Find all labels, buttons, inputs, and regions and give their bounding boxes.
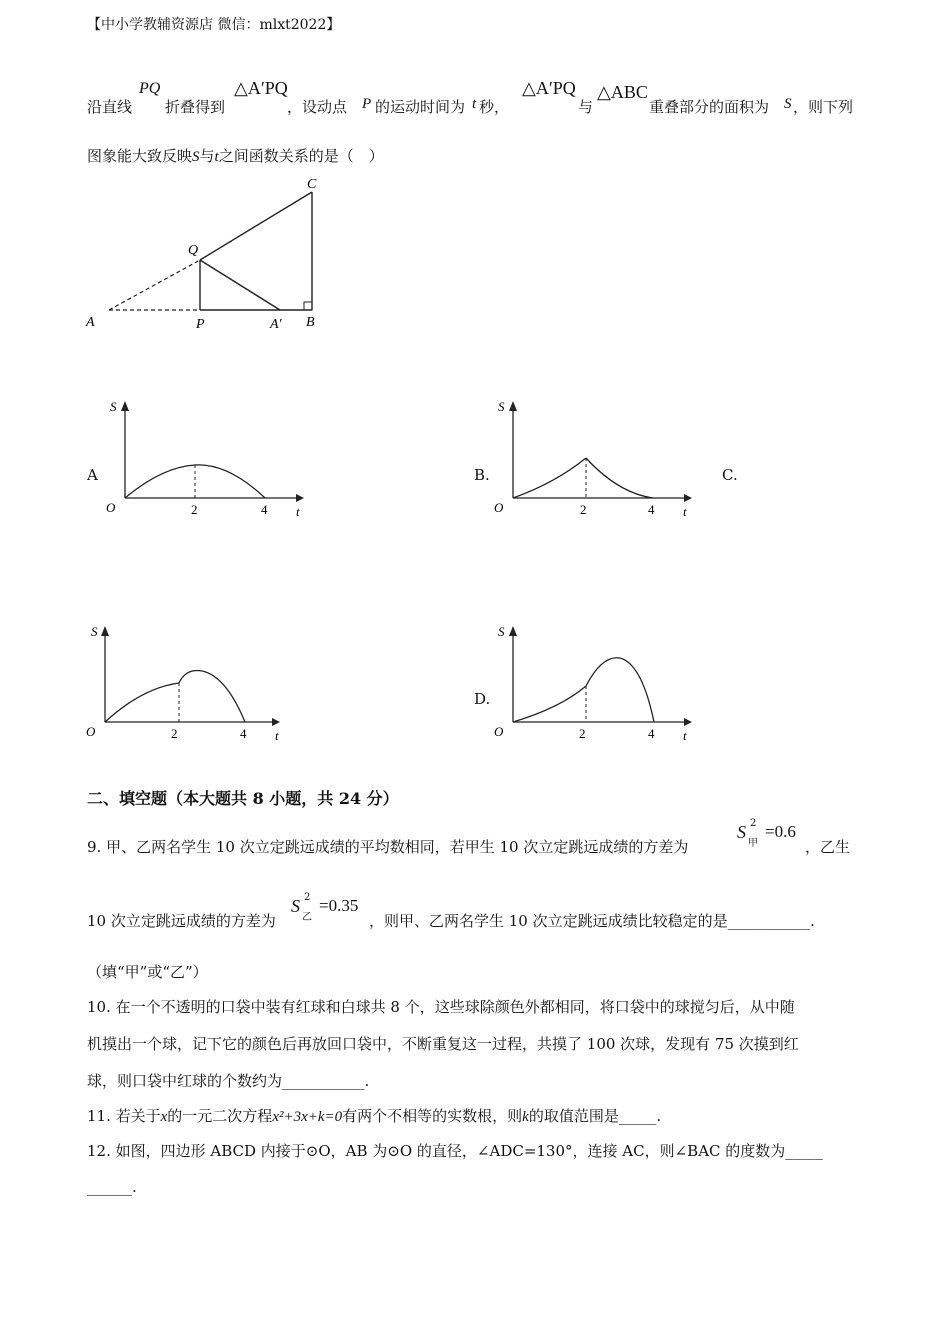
q8-text: 沿直线 — [87, 98, 133, 116]
q8-pq: PQ — [139, 80, 161, 97]
graph-b-s-label: S — [498, 399, 505, 414]
q8-var: P — [362, 96, 372, 112]
q8-text: 之间函数关系的是（ ） — [218, 147, 384, 165]
graph-b-origin-label: O — [494, 500, 504, 515]
graph-a-tick-2: 2 — [191, 502, 198, 517]
q8-text: 秒， — [479, 98, 510, 116]
q8-text: 重叠部分的面积为 — [649, 98, 770, 116]
q8-triangle: △ABC — [597, 82, 648, 102]
q12-line1: 12. 如图，四边形 ABCD 内接于⊙O，AB 为⊙O 的直径，∠ADC=130°，连接 AC，则∠BAC 的度数为_____ — [87, 1142, 823, 1160]
option-c-label: C. — [722, 466, 738, 484]
q8-var: S — [784, 96, 792, 112]
q11-text: 11. 若关于 — [87, 1107, 161, 1125]
q9-text: ，则甲、乙两名学生 10 次立定跳远成绩比较稳定的是___________. — [369, 912, 815, 930]
variance-jia-sup: 2 — [750, 818, 757, 829]
point-p-label: P — [196, 317, 205, 332]
q9-text: ，乙生 — [805, 838, 851, 856]
graph-option-a — [100, 395, 310, 525]
option-b-label: B. — [474, 466, 490, 484]
graph-c-tick-2: 2 — [171, 726, 178, 741]
page-header: 【中小学教辅资源店 微信：mlxt2022】 — [87, 17, 341, 33]
variance-jia: S 2 甲 =0.6 — [737, 818, 796, 849]
q8-triangle: △A′PQ — [522, 78, 576, 98]
triangle-figure — [80, 170, 340, 340]
variance-yi-value: =0.35 — [319, 896, 359, 915]
graph-d-t-label: t — [683, 728, 687, 743]
q9-text: 9. 甲、乙两名学生 10 次立定跳远成绩的平均数相同，若甲生 10 次立定跳远成绩的方差为 — [87, 838, 689, 856]
section-title: 二、填空题（本大题共 8 小题，共 24 分） — [87, 789, 399, 808]
q8-text: ，则下列 — [793, 98, 854, 116]
graph-b-tick-2: 2 — [580, 502, 587, 517]
q8-text: 图象能大致反映 — [87, 147, 193, 165]
graph-a-tick-4: 4 — [261, 502, 268, 517]
graph-c-tick-4: 4 — [240, 726, 247, 741]
q8-text: 与 — [578, 98, 594, 116]
graph-option-b — [490, 395, 700, 525]
q11-equation: x²+3x+k=0 — [272, 1109, 343, 1125]
graph-d-tick-2: 2 — [579, 726, 586, 741]
graph-d-s-label: S — [498, 624, 505, 639]
q8-text: 与 — [199, 147, 215, 165]
graph-b-tick-4: 4 — [648, 502, 655, 517]
graph-d-origin-label: O — [494, 724, 504, 739]
q11-var: k — [522, 1109, 529, 1125]
graph-a-origin-label: O — [106, 500, 116, 515]
graph-a-t-label: t — [296, 504, 300, 519]
q10-line3: 球，则口袋中红球的个数约为___________. — [87, 1072, 370, 1090]
q9-text: 10 次立定跳远成绩的方差为 — [87, 912, 276, 930]
point-a-prime-label: A′ — [270, 317, 282, 332]
point-b-label: B — [306, 315, 315, 330]
graph-option-c — [82, 620, 292, 750]
q8-triangle: △A′PQ — [234, 78, 288, 98]
q8-line2 — [87, 145, 384, 166]
variance-jia-value: =0.6 — [765, 822, 796, 841]
graph-c-t-label: t — [275, 728, 279, 743]
q11-text: 的一元二次方程 — [167, 1107, 273, 1125]
q11-var: x — [160, 1109, 168, 1125]
point-q-label: Q — [188, 243, 199, 258]
q10-line2: 机摸出一个球，记下它的颜色后再放回口袋中，不断重复这一过程，共摸了 100 次球，发现有 75 次摸到红 — [87, 1035, 799, 1053]
variance-jia-sub: 甲 — [748, 838, 758, 849]
variance-yi: S 2 乙 =0.35 — [291, 892, 359, 923]
q8-var: t — [472, 96, 477, 112]
graph-b-t-label: t — [683, 504, 687, 519]
q8-text: ，设动点 — [287, 98, 348, 116]
graph-a-s-label: S — [110, 399, 117, 414]
q10-line1: 10. 在一个不透明的口袋中装有红球和白球共 8 个，这些球除颜色外都相同，将口袋中的球搅匀后，从中随 — [87, 998, 795, 1016]
q11-line — [87, 1105, 661, 1126]
q8-text: 的运动时间为 — [375, 98, 466, 116]
point-a-label: A — [86, 315, 95, 330]
q8-text: 折叠得到 — [165, 98, 226, 116]
q8-var: t — [214, 149, 219, 165]
variance-yi-sup: 2 — [304, 892, 311, 903]
graph-c-origin-label: O — [86, 724, 96, 739]
graph-c-s-label: S — [91, 624, 98, 639]
graph-option-d — [490, 620, 700, 750]
option-d-label: D. — [474, 690, 491, 708]
point-c-label: C — [307, 177, 317, 192]
q11-text: 的取值范围是_____. — [528, 1107, 662, 1125]
q12-line2: ______. — [87, 1178, 137, 1196]
q8-var: S — [192, 149, 200, 165]
q9-line3: （填“甲”或“乙”） — [87, 963, 208, 981]
q11-text: 有两个不相等的实数根，则 — [342, 1107, 523, 1125]
variance-yi-sub: 乙 — [302, 912, 312, 923]
graph-d-tick-4: 4 — [648, 726, 655, 741]
option-a-label: A — [87, 466, 98, 484]
